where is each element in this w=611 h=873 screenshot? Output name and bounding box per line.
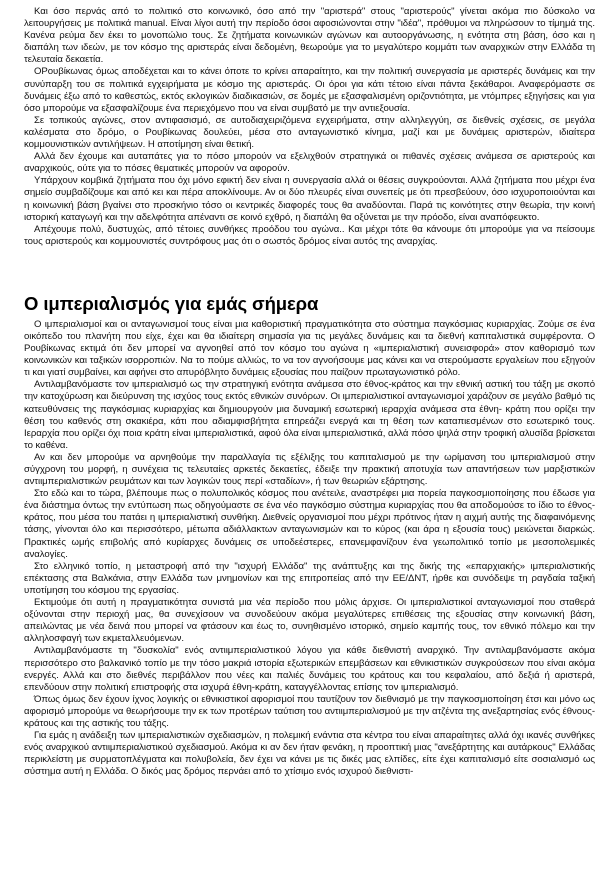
paragraph: Εκτιμούμε ότι αυτή η πραγματικότητα συνιστά μια νέα περίοδο που μόλις άρχισε. Οι ιμπεριαλιστικοί ανταγωνισμοί που σταθερά οξύνονται στην περιοχή μας, θα συνεχίσουν να συνοδεύουν ακόμα μεγαλύτερες επιθέσεις της εξουσίας στην κοινωνική βάση, απειλώντας με νέα δεινά που μπορεί να φτάσουν και έως το, συνηθισμένο ιστορικό, σημείο καμπής τους, τον εθνικό πόλεμο και την αλληλοσφαγή των εκμεταλλευόμενων.: [24, 597, 595, 645]
paragraph: Αλλά δεν έχουμε και αυταπάτες για το πόσο μπορούν να εξελιχθούν στρατηγικά οι πιθανές σχέσεις ανάμεσα σε αριστερούς και αναρχικούς, ούτε για το πόσες θεματικές μπορούν να αφορούν.: [24, 151, 595, 175]
paragraph: Αντιλαμβανόμαστε τη "δυσκολία" ενός αντιιμπεριαλιστικού λόγου για κάθε διεθνιστή αναρχικό. Την αντιλαμβανόμαστε ακόμα περισσότερο στο βαλκανικό τοπίο με την τόσο μακριά ιστορία εξωτερικών επεμβάσεων και εθνικιστικών συγκρούσεων που είναι ακόμα ενεργές. Αλλά και στο διεθνές περιβάλλον που νέες και παλιές δυνάμεις του κράτους και του κεφαλαίου, από δεξιά ή αριστερά, επενδύουν στην πολιτική επιστροφής στα ισχυρά έθνη-κράτη, καταγγέλλοντας επίσης τον ιμπεριαλισμό.: [24, 645, 595, 693]
paragraph: Και όσο περνάς από το πολιτικό στο κοινωνικό, όσο από την "αριστερά" στους "αριστερούς" γίνεται ακόμα πιο δύσκολο να λειτουργήσεις με πολιτικά manual. Είναι λίγοι αυτή την περίοδο όσοι αφοσιώνονται στην "ιδέα", πρόθυμοι να πληρώσουν το τίμημά της. Κανένα ρεύμα δεν έκει το μονοπώλιο τους. Σε ζητήματα κοινωνικών αγώνων και αυτοοργάνωσης, η ενότητα στη βάση, όσο και η διαπάλη των ιδεών, με τον κόσμο της αριστεράς είναι δεδομένη, θεωρούμε για το μεγαλύτερο κομμάτι των αναρχικών στην Ελλάδα τη τελευταία δεκαετία.: [24, 6, 595, 66]
section-heading: Ο ιμπεριαλισμός για εμάς σήμερα: [24, 292, 319, 314]
paragraph: Σε τοπικούς αγώνες, στον αντιφασισμό, σε αυτοδιαχειριζόμενα εγχειρήματα, στην αλληλεγγύη, σε διεθνείς σχέσεις, σε μεγάλα καλέσματα στο δρόμο, ο Ρουβίκωνας δουλεύει, μέσα στο ανταγωνιστικό κίνημα, μαζί και με δυνάμεις αριστερών, ιδιαίτερα κομμουνιστικών αντιλήψεων. Η αποτίμηση είναι θετική.: [24, 114, 595, 151]
section-coalitions: [24, 6, 595, 248]
paragraph: Στο εδώ και το τώρα, βλέπουμε πως ο πολυπολικός κόσμος που ανέτειλε, αναστρέφει μια πορεία παγκοσμιοποίησης που έδωσε για ένα διάστημα όντως την εντύπωση πως οδηγούμαστε σε ένα νέο παγκόσμιο σύστημα κυριαρχίας που θα αποδομούσε το ίδιο το έθνος- κράτος, που μέσα του πατάει η ιμπεριαλιστική συνθήκη. Διεθνείς οργανισμοί που μέχρι πρότινος ήταν η αιχμή αυτής της διαφαινόμενης τάσης, γίνονται όλο και περισσότερο, μέτωπα αδιάλλακτων ανταγωνισμών και το κύρος (και άρα η εξουσία τους) μειώνεται διαρκώς. Πρακτικές ωμής επιβολής από κυρίαρχες δυνάμεις σε υποδεέστερες, επανεμφανίζουν ένα γεωπολιτικό τοπίο με μεσοπολεμικές αναλογίες.: [24, 488, 595, 560]
paragraph: Στο ελληνικό τοπίο, η μεταστροφή από την "ισχυρή Ελλάδα" της ανάπτυξης και της δικής της «επαρχιακής» ιμπεριαλιστικής επέκτασης στα Βαλκάνια, στην Ελλάδα των μνημονίων και της επιτροπείας από την ΕΕ/ΔΝΤ, ήρθε και συνόδεψε τη ραγδαία ταξική υποτίμηση του κόσμου της εργασίας.: [24, 560, 595, 596]
paragraph: ΟΡουβίκωνας όμως αποδέχεται και το κάνει όποτε το κρίνει απαραίτητο, και την πολιτική συνεργασία με αριστερές δυνάμεις και την συνύπαρξη του σε πολιτικά εγχειρήματα με κόσμο της αριστεράς. Οι όροι για κάτι τέτοιο είναι πάντα ξεκάθαροι. Αναφερόμαστε σε δυνάμεις έξω από το καθεστώς, εκτός εκλογικών διαδικασιών, σε δομές με εξασφαλισμένη οριζοντιότητα, με ντόμπρες εξηγήσεις και για όσο μπορούμε να εξασφαλίζουμε ένα περιεχόμενο που να είναι συμβατό με την αντιεξουσία.: [24, 66, 595, 114]
paragraph: Αν και δεν μπορούμε να αρνηθούμε την παραλλαγία τις εξέλιξης του καπιταλισμού με την ωρίμανση του ιμπεριαλισμού στην σύγχρονη του μορφή, η συνέχεια τις τελευταίες αρκετές δεκαετίες, έδειξε την πρακτική αποτυχία των απαντήσεων των μαρξιστικών αντιιμπεριαλιστικών ρευμάτων και των λογικών τους περί «σταδίων», ή των θεωριών εξάρτησης.: [24, 451, 595, 488]
paragraph: Αντιλαμβανόμαστε τον ιμπεριαλισμό ως την στρατηγική ενότητα ανάμεσα στο έθνος-κράτος και την εθνική αστική του τάξη με σκοπό την κατοχύρωση και διεύρυνση της ισχύος τους εκτός εθνικών συνόρων. Οι ιμπεριαλιστικοί ανταγωνισμοί χαράζουν σε μεγάλο βαθμό τις κατευθύνσεις της παγκόσμιας κυριαρχίας και δημιουργούν μια δυναμική εσωτερική ιεραρχία ανάμεσα στα έθνη- κράτη που ορίζει την θέση του καθενός στη σκακιέρα, κάτι που αδιαμφισβήτητα επηρεάζει ενεργά και τη θέση των καταπιεσμένων στο εσωτερικό τους. Ιεραρχία που ορίζει όχι ποια κράτη είναι ιμπεριαλιστικά, αφού όλα είναι ιμπεριαλιστικά, αλλά πόσο ψηλά στην τροφική αλυσίδα βρίσκεται το καθένα.: [24, 379, 595, 451]
paragraph: Απέχουμε πολύ, δυστυχώς, από τέτοιες συνθήκες προόδου του αγώνα.. Και μέχρι τότε θα κάνουμε ότι μπορούμε για να πείσουμε τους αριστερούς και κομμουνιστές συντρόφους μας ότι ο σωστός δρόμος είναι αυτός της αναρχίας.: [24, 223, 595, 247]
paragraph: Υπάρχουν κομβικά ζητήματα που όχι μόνο εφικτή δεν είναι η συνεργασία αλλά οι θέσεις συγκρούονται. Αλλά ζητήματα που μέχρι ένα σημείο συμβαδίζουμε και από κει και πέρα αποκλίνουμε. Αν οι δύο πλευρές είναι συνεπείς με ότι πρεσβεύουν, όσο ισχυροποιούνται και η κοινωνική βάση βγαίνει στο προσκήνιο τόσο οι κεντρικές διαφορές τους θα αναδύονται. Παρά τις κοινότητες στην θεωρία, την κοινή ιστορική καταγωγή και την αδελφότητα απέναντι σε κοινό εχθρό, η διαπάλη θα οξύνεται με την πρόοδο, είναι αναπόφευκτο.: [24, 175, 595, 223]
section-imperialism: [24, 293, 595, 779]
section-spacer: [24, 248, 595, 293]
paragraph: Ο ιμπεριαλισμοί και οι ανταγωνισμοί τους είναι μια καθοριστική πραγματικότητα στο σύστημα παγκόσμιας κυριαρχίας. Ζούμε σε ένα οικόπεδο του πλανήτη που είχε, έχει και θα ιδιαίτερη σημασία για τις μεγάλες δυνάμεις και τα διεθνή καπιταλιστικά συμφέροντα. Ο Ρουβίκωνας εκτιμά ότι δεν μπορεί να αγνοηθεί από τον κόσμο του αγώνα η «ιμπεριαλιστική συνεισφορά» στον καθορισμό των κοινωνικών και ταξικών ισορροπιών. Να το πούμε αλλιώς, το να τον αγνοήσουμε μας κάνει και να στερούμαστε εργαλείων που εξηγούν τι και γιατί συμβαίνει, και αφήνει στο απυρόβλητο δυνάμεις εξουσίας που παίζουν πρωταγωνιστικό ρόλο.: [24, 318, 595, 379]
paragraph: Για εμάς η ανάδειξη των ιμπεριαλιστικών σχεδιασμών, η πολεμική ενάντια στα κέντρα του είναι απαραίτητες αλλά όχι ικανές συνθήκες ενός αναρχικού αντιιμπεριαλιστικού σχεδιασμού. Ακόμα κι αν δεν ήταν φενάκη, η προοπτική μιας "ανεξάρτητης και αυτάρκους" Ελλάδας περικλείστη με συρματοπλέγματα και πολυβολεία, δεν έχει να κάνει με τις δικές μας ελπίδες, είτε έχει καπιταλισμό είτε σοσιαλισμό ως σύστημα αυτή η Ελλάδα. Ο δικός μας δρόμος περνάει από το χτίσιμο ενός ισχυρού διεθνιστι-: [24, 730, 595, 778]
paragraph: Όπως όμως δεν έχουν ίχνος λογικής οι εθνικιστικοί αφορισμοί που ταυτίζουν τον διεθνισμό με την παγκοσμιοποίηση έτσι και μόνο ως αφορισμό μπορούμε να θεωρήσουμε την εκ των προτέρων ταύτιση του αντιιμπεριαλισμού με την ατζέντα της ανεξαρτησίας ενός έθνους-κράτους και της αστικής του τάξης.: [24, 693, 595, 729]
